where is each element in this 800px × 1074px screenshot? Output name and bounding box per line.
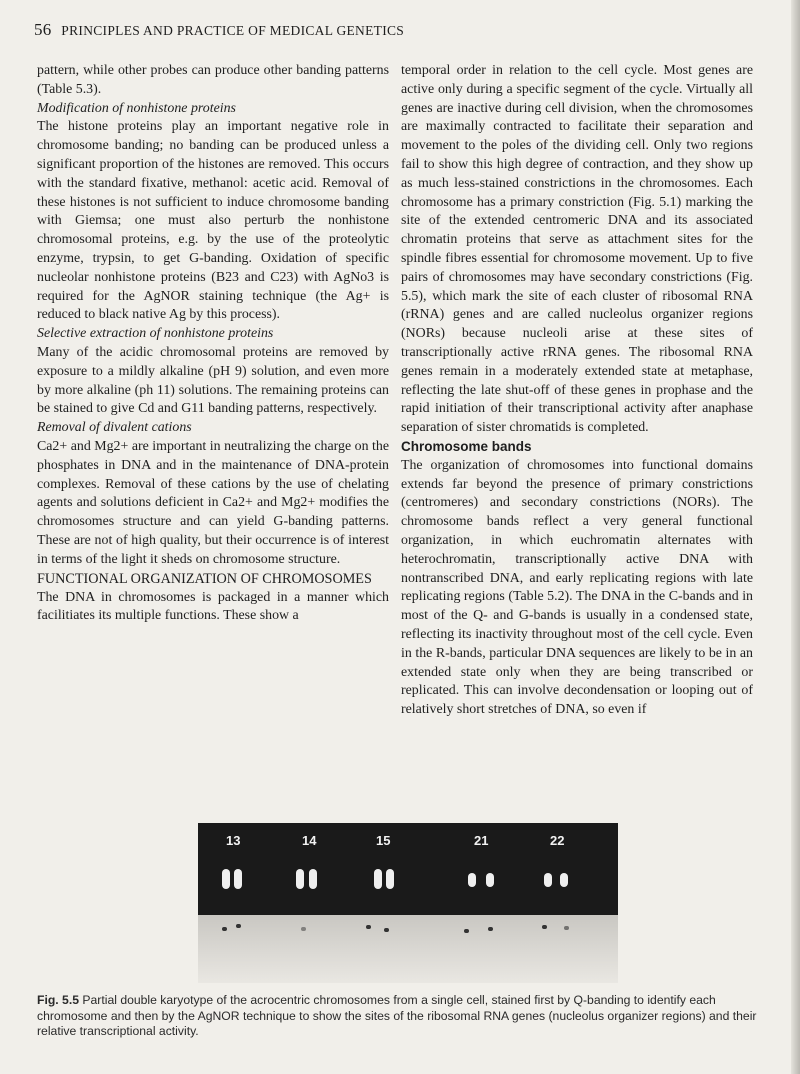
page-number: 56 — [34, 20, 52, 39]
running-header — [34, 20, 404, 40]
chromosome-label-13: 13 — [226, 833, 241, 848]
nor-spot — [301, 927, 306, 931]
paragraph: The histone proteins play an important negative role in chromosome banding; no banding can be produced unless a significant proportion of the histones are removed. This occurs with the standard fixative, methanol: acetic acid. Removal of these histones is not sufficient to induce chromosome banding with Giemsa; one must also perturb the nonhistone chromosomal proteins, e.g. by the use of the proteolytic enzyme, trypsin, to get G-banding. Oxidation of specific nucleolar nonhistone proteins (B23 and C23) with AgNo3 is required for the AgNOR staining technique (the Ag+ is reduced to black native Ag by this process). — [37, 119, 389, 323]
paragraph: pattern, while other probes can produce other banding patterns (Table 5.3). — [37, 63, 389, 97]
nor-spot — [488, 927, 493, 931]
chromosome-22b — [560, 873, 568, 887]
subheading-nonhistone-modification: Modification of nonhistone proteins — [37, 100, 236, 116]
agnor-panel — [198, 915, 618, 983]
chromosome-label-14: 14 — [302, 833, 317, 848]
section-heading: FUNCTIONAL ORGANIZATION OF CHROMOSOMES — [37, 570, 372, 587]
left-column — [37, 62, 389, 626]
chromosome-13b — [234, 869, 242, 889]
chromosome-label-21: 21 — [474, 833, 489, 848]
paragraph: The DNA in chromosomes is packaged in a manner which facilitiates its multiple functions. These show a — [37, 589, 389, 624]
chromosome-label-22: 22 — [550, 833, 565, 848]
page-edge — [791, 0, 800, 1074]
chromosome-21b — [486, 873, 494, 887]
right-column — [401, 62, 753, 720]
running-title: PRINCIPLES AND PRACTICE OF MEDICAL GENETICS — [61, 23, 405, 38]
paragraph: Ca2+ and Mg2+ are important in neutralizing the charge on the phosphates in DNA and in the maintenance of DNA-protein complexes. Removal of these cations by the use of chelating agents and solutions deficient in Ca2+ and Mg2+ modifies the chromosomes structure and can yield G-banding patterns. These are not of high quality, but their occurrence is of interest in terms of the light it sheds on chromosome structure. — [37, 438, 389, 567]
subheading-selective-extraction: Selective extraction of nonhistone proteins — [37, 326, 274, 342]
chromosome-13a — [222, 869, 230, 889]
chromosome-14a — [296, 869, 304, 889]
nor-spot — [464, 929, 469, 933]
chromosome-15a — [374, 869, 382, 889]
nor-spot — [222, 927, 227, 931]
nor-spot — [564, 926, 569, 930]
nor-spot — [542, 925, 547, 929]
q-banding-panel — [198, 823, 618, 915]
paragraph: temporal order in relation to the cell cycle. Most genes are active only during a specific segment of the cycle. Virtually all genes are inactive during cell division, when the chromosomes are maximally contracted to facilitate their separation and movement to the poles of the dividing cell. Only two regions fail to show this high degree of contraction, and they show up as much less-stained constrictions in the chromosomes. Each chromosome has a primary constriction (Fig. 5.1) marking the site of the extended centromeric DNA and its associated chromatin proteins that serve as attachment sites for the spindle fibres essential for chromosome movement. Up to five pairs of chromosomes may have secondary constrictions (Fig. 5.5), which mark the site of each cluster of ribosomal RNA (rRNA) genes and are called nucleolus organizer regions (NORs) because nucleoli arise at these sites of transcriptionally active rRNA genes. The ribosomal RNA genes remain in a moderately extended state at metaphase, reflecting the late shut-off of these genes in prophase and the rapid initiation of their transcriptional activity after anaphase separation of sister chromatids is completed. — [401, 63, 753, 436]
chromosome-21a — [468, 873, 476, 887]
subheading-divalent-cations: Removal of divalent cations — [37, 420, 192, 436]
nor-spot — [236, 924, 241, 928]
figure-caption — [37, 993, 757, 1040]
karyotype-figure — [198, 823, 618, 983]
paragraph: The organization of chromosomes into functional domains extends far beyond the presence of primary constrictions (centromeres) and secondary constrictions (NORs). The chromosome bands reflect a very general functional organization, in which euchromatin alternates with heterochromatin, transcriptionally active DNA with nontranscribed DNA, and early replicating regions with late replicating regions (Table 5.2). The DNA in the C-bands and in most of the Q- and G-bands is usually in a condensed state, reflecting its inactivity throughout most of the cell cycle. Even in the R-bands, particular DNA sequences are likely to be in an extended state only when they are being transcribed or replicated. This can involve decondensation or looping out of relatively short stretches of DNA, so even if — [401, 457, 753, 718]
nor-spot — [384, 928, 389, 932]
chromosome-label-15: 15 — [376, 833, 391, 848]
nor-spot — [366, 925, 371, 929]
caption-text: Partial double karyotype of the acrocentric chromosomes from a single cell, stained first by Q-banding to identify each chromosome and then by the AgNOR technique to show the sites of the ribosomal RNA genes (nucleolus organizer regions) and their relative transcriptional activity. — [37, 993, 757, 1038]
subheading-chromosome-bands: Chromosome bands — [401, 438, 532, 454]
chromosome-22a — [544, 873, 552, 887]
figure-number: Fig. 5.5 — [37, 993, 79, 1007]
paragraph: Many of the acidic chromosomal proteins are removed by exposure to a mildly alkaline (pH 9) solution, and even more by more alkaline (ph 11) solutions. The remaining proteins can be stained to give Cd and G11 banding patterns, respectively. — [37, 344, 389, 417]
chromosome-14b — [309, 869, 317, 889]
chromosome-15b — [386, 869, 394, 889]
